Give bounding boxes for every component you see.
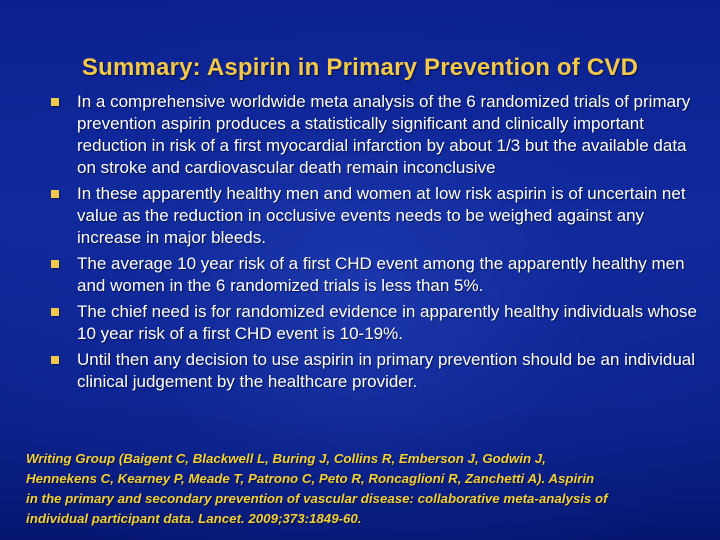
square-bullet-icon (51, 260, 59, 268)
citation-line: Writing Group (Baigent C, Blackwell L, Buring J, Collins R, Emberson J, Godwin J, (26, 451, 546, 466)
citation-line: Hennekens C, Kearney P, Meade T, Patrono C, Peto R, Roncaglioni R, Zanchetti A). Aspirin (26, 471, 595, 486)
square-bullet-icon (51, 356, 59, 364)
bullet-item (48, 91, 708, 179)
bullet-item (48, 301, 708, 345)
bullet-item (48, 349, 708, 393)
citation-line: in the primary and secondary prevention of vascular disease: collaborative meta-analysis of (26, 491, 608, 506)
bullet-text: The chief need is for randomized evidence in apparently healthy individuals whose 10 year risk of a first CHD event is 10-19%. (77, 302, 697, 343)
bullet-text: Until then any decision to use aspirin in primary prevention should be an individual clinical judgement by the healthcare provider. (77, 350, 696, 391)
square-bullet-icon (51, 190, 59, 198)
bullet-item (48, 183, 708, 249)
bullet-text: The average 10 year risk of a first CHD event among the apparently healthy men and women in the 6 randomized trials is less than 5%. (77, 254, 685, 295)
citation-line: individual participant data. Lancet. 2009;373:1849-60. (26, 511, 362, 526)
bullet-text: In these apparently healthy men and women at low risk aspirin is of uncertain net value as the reduction in occlusive events needs to be weighed against any increase in major bleeds. (77, 184, 686, 247)
square-bullet-icon (51, 98, 59, 106)
bullet-text: In a comprehensive worldwide meta analysis of the 6 randomized trials of primary prevention aspirin produces a statistically significant and clinically important reduction in risk of a first myocardial infarction by about 1/3 but the available data on stroke and cardiovascular death remain inconclusive (77, 92, 691, 177)
bullet-item (48, 253, 708, 297)
square-bullet-icon (51, 308, 59, 316)
slide-title: Summary: Aspirin in Primary Prevention of CVD (81, 54, 639, 81)
citation (26, 449, 706, 529)
bullet-list (48, 91, 708, 397)
